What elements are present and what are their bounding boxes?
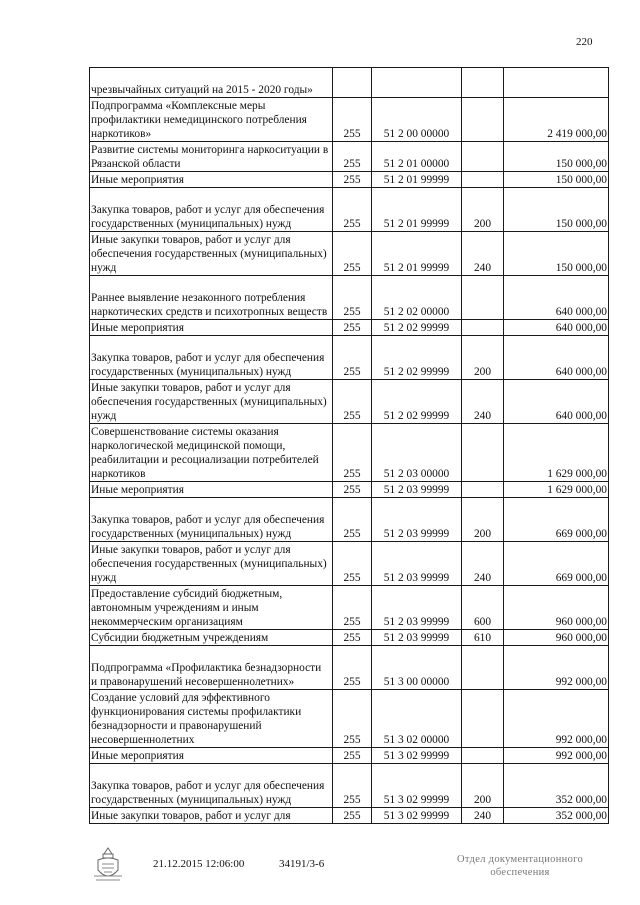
table-row xyxy=(90,232,609,276)
row-target-article: 51 2 02 00000 xyxy=(372,276,462,320)
row-target-article: 51 2 03 00000 xyxy=(372,424,462,482)
row-target-article: 51 2 03 99999 xyxy=(372,586,462,630)
table-body xyxy=(90,68,609,824)
row-target-article: 51 2 02 99999 xyxy=(372,320,462,336)
row-expense-type xyxy=(462,646,504,690)
row-name-cell: Иные закупки товаров, работ и услуг для xyxy=(90,808,333,824)
row-target-article: 51 2 02 99999 xyxy=(372,336,462,380)
row-expense-type xyxy=(462,172,504,188)
row-expense-type: 240 xyxy=(462,808,504,824)
row-expense-type xyxy=(462,98,504,142)
row-target-article: 51 2 02 99999 xyxy=(372,380,462,424)
table-row xyxy=(90,98,609,142)
row-name-cell: Раннее выявление незаконного потребления наркотических средств и психотропных веществ xyxy=(90,276,333,320)
table-row xyxy=(90,68,609,98)
table-row xyxy=(90,586,609,630)
row-name-cell: Иные закупки товаров, работ и услуг для обеспечения государственных (муниципальных) нужд xyxy=(90,542,333,586)
row-name-cell: Подпрограмма «Профилактика безнадзорности и правонарушений несовершеннолетних» xyxy=(90,646,333,690)
row-expense-type: 240 xyxy=(462,232,504,276)
stamp-line-2: обеспечения xyxy=(490,867,550,878)
row-amount: 640 000,00 xyxy=(504,276,609,320)
row-name-cell: Иные мероприятия xyxy=(90,748,333,764)
department-stamp xyxy=(440,853,600,879)
row-amount: 150 000,00 xyxy=(504,188,609,232)
table-row xyxy=(90,380,609,424)
row-amount: 669 000,00 xyxy=(504,498,609,542)
row-expense-type xyxy=(462,690,504,748)
row-expense-type: 200 xyxy=(462,498,504,542)
row-amount: 960 000,00 xyxy=(504,630,609,646)
row-target-article: 51 2 00 00000 xyxy=(372,98,462,142)
row-amount: 669 000,00 xyxy=(504,542,609,586)
row-name-cell: Иные мероприятия xyxy=(90,172,333,188)
row-department-code: 255 xyxy=(333,320,372,336)
row-amount: 640 000,00 xyxy=(504,336,609,380)
row-amount: 352 000,00 xyxy=(504,808,609,824)
row-amount: 150 000,00 xyxy=(504,142,609,172)
row-expense-type: 610 xyxy=(462,630,504,646)
row-amount: 1 629 000,00 xyxy=(504,482,609,498)
row-department-code: 255 xyxy=(333,424,372,482)
row-amount: 960 000,00 xyxy=(504,586,609,630)
row-name-cell: Предоставление субсидий бюджетным, автономным учреждениям и иным некоммерческим организациям xyxy=(90,586,333,630)
row-department-code: 255 xyxy=(333,98,372,142)
row-department-code: 255 xyxy=(333,188,372,232)
row-target-article: 51 3 00 00000 xyxy=(372,646,462,690)
row-name-cell: Иные закупки товаров, работ и услуг для обеспечения государственных (муниципальных) нужд xyxy=(90,380,333,424)
row-target-article: 51 3 02 99999 xyxy=(372,808,462,824)
row-target-article: 51 2 01 99999 xyxy=(372,232,462,276)
row-department-code: 255 xyxy=(333,808,372,824)
row-target-article: 51 3 02 00000 xyxy=(372,690,462,748)
row-department-code: 255 xyxy=(333,748,372,764)
row-amount: 352 000,00 xyxy=(504,764,609,808)
row-expense-type xyxy=(462,320,504,336)
row-amount: 150 000,00 xyxy=(504,232,609,276)
row-name-cell: Совершенствование системы оказания наркологической медицинской помощи, реабилитации и ресоциализации потребителей наркотиков xyxy=(90,424,333,482)
table-row xyxy=(90,542,609,586)
table-row xyxy=(90,188,609,232)
table-row xyxy=(90,424,609,482)
row-department-code: 255 xyxy=(333,232,372,276)
row-name-cell: Закупка товаров, работ и услуг для обеспечения государственных (муниципальных) нужд xyxy=(90,498,333,542)
table-row xyxy=(90,498,609,542)
row-amount: 992 000,00 xyxy=(504,748,609,764)
row-department-code: 255 xyxy=(333,336,372,380)
row-department-code: 255 xyxy=(333,172,372,188)
row-expense-type xyxy=(462,68,504,98)
table-row xyxy=(90,172,609,188)
table-row xyxy=(90,748,609,764)
row-target-article: 51 2 03 99999 xyxy=(372,498,462,542)
row-expense-type: 240 xyxy=(462,542,504,586)
row-department-code: 255 xyxy=(333,690,372,748)
row-name-cell: Иные мероприятия xyxy=(90,482,333,498)
row-department-code: 255 xyxy=(333,764,372,808)
row-amount: 640 000,00 xyxy=(504,380,609,424)
row-amount: 992 000,00 xyxy=(504,646,609,690)
footer-doc-number: 34191/3-6 xyxy=(279,858,325,870)
row-target-article: 51 2 01 99999 xyxy=(372,172,462,188)
row-expense-type xyxy=(462,276,504,320)
row-department-code: 255 xyxy=(333,380,372,424)
row-name-cell: Развитие системы мониторинга наркоситуации в Рязанской области xyxy=(90,142,333,172)
row-target-article: 51 3 02 99999 xyxy=(372,748,462,764)
table-row xyxy=(90,808,609,824)
row-amount: 1 629 000,00 xyxy=(504,424,609,482)
budget-table xyxy=(89,67,609,824)
row-amount: 2 419 000,00 xyxy=(504,98,609,142)
row-department-code: 255 xyxy=(333,498,372,542)
row-expense-type: 600 xyxy=(462,586,504,630)
footer-datetime: 21.12.2015 12:06:00 xyxy=(153,858,245,870)
table-row xyxy=(90,646,609,690)
table-row xyxy=(90,764,609,808)
table-row xyxy=(90,690,609,748)
row-expense-type: 200 xyxy=(462,188,504,232)
row-department-code: 255 xyxy=(333,142,372,172)
row-expense-type xyxy=(462,482,504,498)
row-amount xyxy=(504,68,609,98)
row-expense-type xyxy=(462,142,504,172)
row-department-code: 255 xyxy=(333,542,372,586)
row-target-article xyxy=(372,68,462,98)
row-department-code: 255 xyxy=(333,276,372,320)
row-department-code: 255 xyxy=(333,646,372,690)
row-name-cell: Субсидии бюджетным учреждениям xyxy=(90,630,333,646)
row-expense-type: 240 xyxy=(462,380,504,424)
row-name-cell: Иные закупки товаров, работ и услуг для обеспечения государственных (муниципальных) нужд xyxy=(90,232,333,276)
row-name-cell: чрезвычайных ситуаций на 2015 - 2020 годы» xyxy=(90,68,333,98)
table-row xyxy=(90,276,609,320)
row-target-article: 51 2 03 99999 xyxy=(372,482,462,498)
row-amount: 640 000,00 xyxy=(504,320,609,336)
table-row xyxy=(90,336,609,380)
row-target-article: 51 2 01 00000 xyxy=(372,142,462,172)
table-row xyxy=(90,630,609,646)
table-row xyxy=(90,482,609,498)
row-amount: 150 000,00 xyxy=(504,172,609,188)
stamp-line-1: Отдел документационного xyxy=(456,854,584,865)
row-department-code: 255 xyxy=(333,586,372,630)
row-department-code xyxy=(333,68,372,98)
row-expense-type xyxy=(462,424,504,482)
row-amount: 992 000,00 xyxy=(504,690,609,748)
row-expense-type: 200 xyxy=(462,764,504,808)
row-expense-type: 200 xyxy=(462,336,504,380)
row-name-cell: Закупка товаров, работ и услуг для обеспечения государственных (муниципальных) нужд xyxy=(90,764,333,808)
row-department-code: 255 xyxy=(333,482,372,498)
row-expense-type xyxy=(462,748,504,764)
row-name-cell: Закупка товаров, работ и услуг для обеспечения государственных (муниципальных) нужд xyxy=(90,336,333,380)
coat-of-arms-emblem xyxy=(92,846,124,884)
row-name-cell: Закупка товаров, работ и услуг для обеспечения государственных (муниципальных) нужд xyxy=(90,188,333,232)
row-target-article: 51 2 03 99999 xyxy=(372,542,462,586)
row-name-cell: Создание условий для эффективного функционирования системы профилактики безнадзорности и правонарушений несовершеннолетних xyxy=(90,690,333,748)
row-target-article: 51 3 02 99999 xyxy=(372,764,462,808)
row-target-article: 51 2 01 99999 xyxy=(372,188,462,232)
table-row xyxy=(90,142,609,172)
page-number: 220 xyxy=(576,36,593,48)
table-row xyxy=(90,320,609,336)
row-target-article: 51 2 03 99999 xyxy=(372,630,462,646)
row-name-cell: Иные мероприятия xyxy=(90,320,333,336)
row-department-code: 255 xyxy=(333,630,372,646)
row-name-cell: Подпрограмма «Комплексные меры профилактики немедицинского потребления наркотиков» xyxy=(90,98,333,142)
